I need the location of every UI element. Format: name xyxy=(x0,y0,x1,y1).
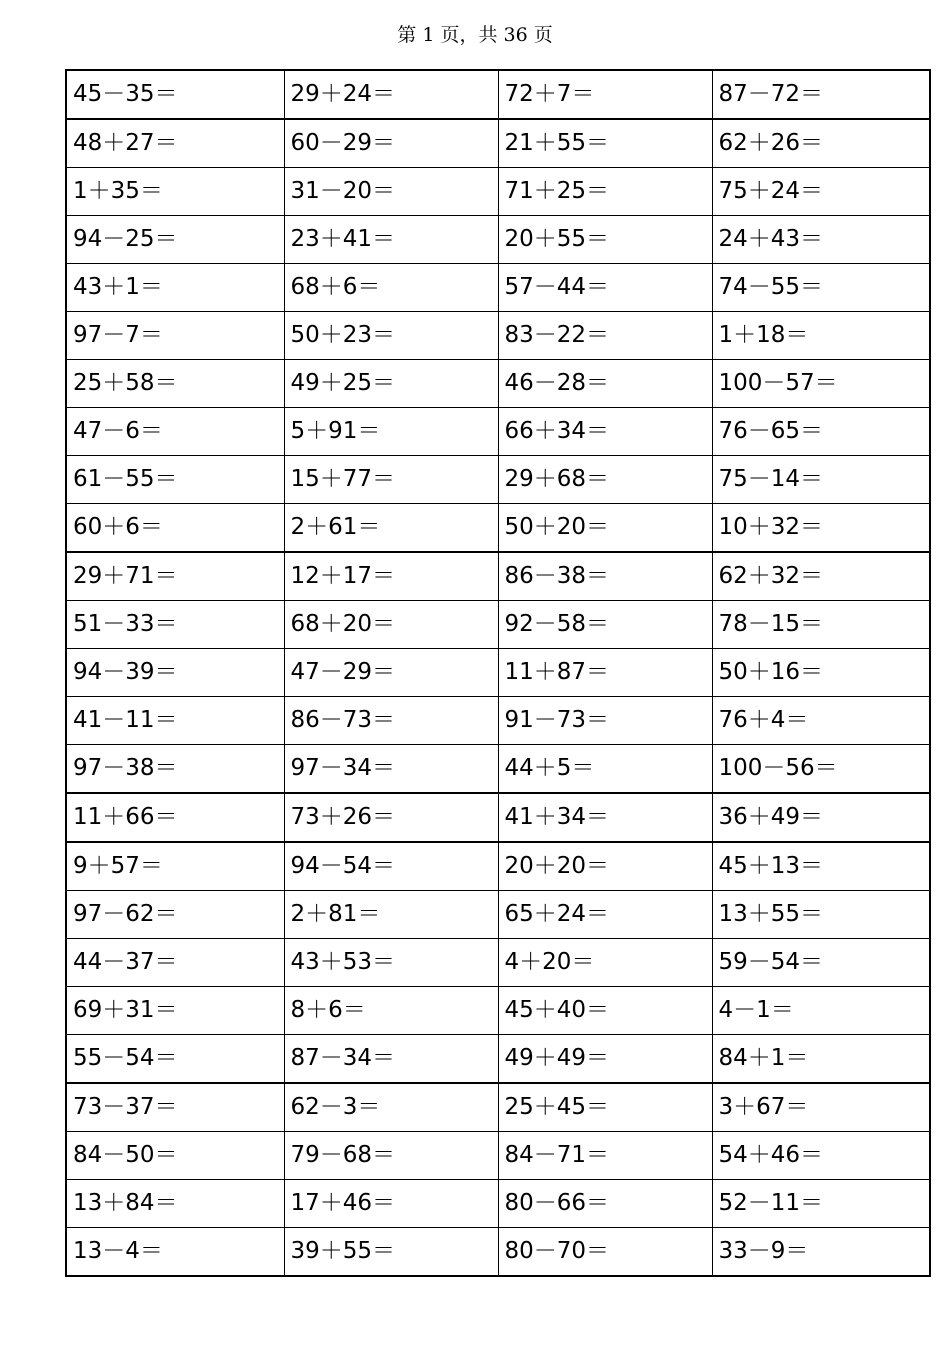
problem-cell: 49＋25＝ xyxy=(284,360,498,408)
problem-cell: 50＋16＝ xyxy=(712,649,930,697)
problem-cell: 94－54＝ xyxy=(284,842,498,891)
problem-cell: 59－54＝ xyxy=(712,939,930,987)
worksheet-row xyxy=(66,891,930,939)
problem-cell: 44＋5＝ xyxy=(498,745,712,794)
problem-cell: 80－70＝ xyxy=(498,1228,712,1277)
problem-cell: 45＋40＝ xyxy=(498,987,712,1035)
problem-cell: 73＋26＝ xyxy=(284,793,498,842)
problem-cell: 76＋4＝ xyxy=(712,697,930,745)
problem-cell: 4－1＝ xyxy=(712,987,930,1035)
worksheet-body xyxy=(66,70,930,1276)
worksheet-row xyxy=(66,216,930,264)
problem-cell: 4＋20＝ xyxy=(498,939,712,987)
problem-cell: 29＋71＝ xyxy=(66,552,284,601)
worksheet-row xyxy=(66,552,930,601)
problem-cell: 1＋18＝ xyxy=(712,312,930,360)
problem-cell: 2＋81＝ xyxy=(284,891,498,939)
problem-cell: 86－73＝ xyxy=(284,697,498,745)
problem-cell: 54＋46＝ xyxy=(712,1132,930,1180)
problem-cell: 31－20＝ xyxy=(284,168,498,216)
problem-cell: 47－6＝ xyxy=(66,408,284,456)
problem-cell: 48＋27＝ xyxy=(66,119,284,168)
problem-cell: 60＋6＝ xyxy=(66,504,284,553)
worksheet-row xyxy=(66,504,930,553)
worksheet-row xyxy=(66,1132,930,1180)
worksheet-row xyxy=(66,697,930,745)
problem-cell: 71＋25＝ xyxy=(498,168,712,216)
problem-cell: 43＋53＝ xyxy=(284,939,498,987)
worksheet-row xyxy=(66,360,930,408)
problem-cell: 46－28＝ xyxy=(498,360,712,408)
problem-cell: 20＋55＝ xyxy=(498,216,712,264)
worksheet-row xyxy=(66,793,930,842)
problem-cell: 1＋35＝ xyxy=(66,168,284,216)
problem-cell: 33－9＝ xyxy=(712,1228,930,1277)
problem-cell: 73－37＝ xyxy=(66,1083,284,1132)
worksheet-row xyxy=(66,1180,930,1228)
problem-cell: 23＋41＝ xyxy=(284,216,498,264)
problem-cell: 45－35＝ xyxy=(66,70,284,119)
problem-cell: 50＋20＝ xyxy=(498,504,712,553)
worksheet-row xyxy=(66,987,930,1035)
problem-cell: 68＋6＝ xyxy=(284,264,498,312)
worksheet-row xyxy=(66,168,930,216)
problem-cell: 11＋66＝ xyxy=(66,793,284,842)
problem-cell: 65＋24＝ xyxy=(498,891,712,939)
problem-cell: 78－15＝ xyxy=(712,601,930,649)
problem-cell: 36＋49＝ xyxy=(712,793,930,842)
problem-cell: 41＋34＝ xyxy=(498,793,712,842)
problem-cell: 15＋77＝ xyxy=(284,456,498,504)
problem-cell: 87－34＝ xyxy=(284,1035,498,1084)
worksheet-row xyxy=(66,842,930,891)
problem-cell: 49＋49＝ xyxy=(498,1035,712,1084)
worksheet-row xyxy=(66,1035,930,1084)
problem-cell: 92－58＝ xyxy=(498,601,712,649)
worksheet-row xyxy=(66,408,930,456)
problem-cell: 29＋24＝ xyxy=(284,70,498,119)
worksheet-row xyxy=(66,649,930,697)
problem-cell: 11＋87＝ xyxy=(498,649,712,697)
problem-cell: 74－55＝ xyxy=(712,264,930,312)
problem-cell: 51－33＝ xyxy=(66,601,284,649)
problem-cell: 47－29＝ xyxy=(284,649,498,697)
problem-cell: 12＋17＝ xyxy=(284,552,498,601)
problem-cell: 80－66＝ xyxy=(498,1180,712,1228)
worksheet-row xyxy=(66,745,930,794)
problem-cell: 43＋1＝ xyxy=(66,264,284,312)
problem-cell: 62＋32＝ xyxy=(712,552,930,601)
worksheet-row xyxy=(66,119,930,168)
problem-cell: 55－54＝ xyxy=(66,1035,284,1084)
problem-cell: 29＋68＝ xyxy=(498,456,712,504)
problem-cell: 13＋55＝ xyxy=(712,891,930,939)
problem-cell: 68＋20＝ xyxy=(284,601,498,649)
problem-cell: 94－39＝ xyxy=(66,649,284,697)
problem-cell: 25＋58＝ xyxy=(66,360,284,408)
problem-cell: 76－65＝ xyxy=(712,408,930,456)
problem-cell: 50＋23＝ xyxy=(284,312,498,360)
worksheet-row xyxy=(66,456,930,504)
problem-cell: 44－37＝ xyxy=(66,939,284,987)
problem-cell: 75＋24＝ xyxy=(712,168,930,216)
problem-cell: 79－68＝ xyxy=(284,1132,498,1180)
problem-cell: 9＋57＝ xyxy=(66,842,284,891)
problem-cell: 13－4＝ xyxy=(66,1228,284,1277)
problem-cell: 39＋55＝ xyxy=(284,1228,498,1277)
problem-cell: 20＋20＝ xyxy=(498,842,712,891)
arithmetic-worksheet-table xyxy=(65,69,931,1277)
problem-cell: 84＋1＝ xyxy=(712,1035,930,1084)
problem-cell: 17＋46＝ xyxy=(284,1180,498,1228)
problem-cell: 94－25＝ xyxy=(66,216,284,264)
worksheet-row xyxy=(66,601,930,649)
worksheet-row xyxy=(66,264,930,312)
problem-cell: 100－56＝ xyxy=(712,745,930,794)
problem-cell: 24＋43＝ xyxy=(712,216,930,264)
problem-cell: 97－38＝ xyxy=(66,745,284,794)
problem-cell: 84－50＝ xyxy=(66,1132,284,1180)
problem-cell: 5＋91＝ xyxy=(284,408,498,456)
problem-cell: 13＋84＝ xyxy=(66,1180,284,1228)
problem-cell: 61－55＝ xyxy=(66,456,284,504)
worksheet-row xyxy=(66,1228,930,1277)
problem-cell: 97－34＝ xyxy=(284,745,498,794)
problem-cell: 75－14＝ xyxy=(712,456,930,504)
problem-cell: 97－7＝ xyxy=(66,312,284,360)
problem-cell: 62＋26＝ xyxy=(712,119,930,168)
page-number-header: 第 1 页，共 36 页 xyxy=(397,24,553,46)
problem-cell: 62－3＝ xyxy=(284,1083,498,1132)
problem-cell: 97－62＝ xyxy=(66,891,284,939)
problem-cell: 10＋32＝ xyxy=(712,504,930,553)
problem-cell: 83－22＝ xyxy=(498,312,712,360)
problem-cell: 66＋34＝ xyxy=(498,408,712,456)
problem-cell: 72＋7＝ xyxy=(498,70,712,119)
worksheet-row xyxy=(66,312,930,360)
problem-cell: 21＋55＝ xyxy=(498,119,712,168)
problem-cell: 25＋45＝ xyxy=(498,1083,712,1132)
problem-cell: 60－29＝ xyxy=(284,119,498,168)
problem-cell: 69＋31＝ xyxy=(66,987,284,1035)
problem-cell: 2＋61＝ xyxy=(284,504,498,553)
problem-cell: 84－71＝ xyxy=(498,1132,712,1180)
worksheet-row xyxy=(66,70,930,119)
problem-cell: 100－57＝ xyxy=(712,360,930,408)
problem-cell: 52－11＝ xyxy=(712,1180,930,1228)
problem-cell: 86－38＝ xyxy=(498,552,712,601)
problem-cell: 8＋6＝ xyxy=(284,987,498,1035)
problem-cell: 41－11＝ xyxy=(66,697,284,745)
worksheet-row xyxy=(66,1083,930,1132)
problem-cell: 87－72＝ xyxy=(712,70,930,119)
problem-cell: 91－73＝ xyxy=(498,697,712,745)
problem-cell: 57－44＝ xyxy=(498,264,712,312)
problem-cell: 45＋13＝ xyxy=(712,842,930,891)
worksheet-row xyxy=(66,939,930,987)
problem-cell: 3＋67＝ xyxy=(712,1083,930,1132)
